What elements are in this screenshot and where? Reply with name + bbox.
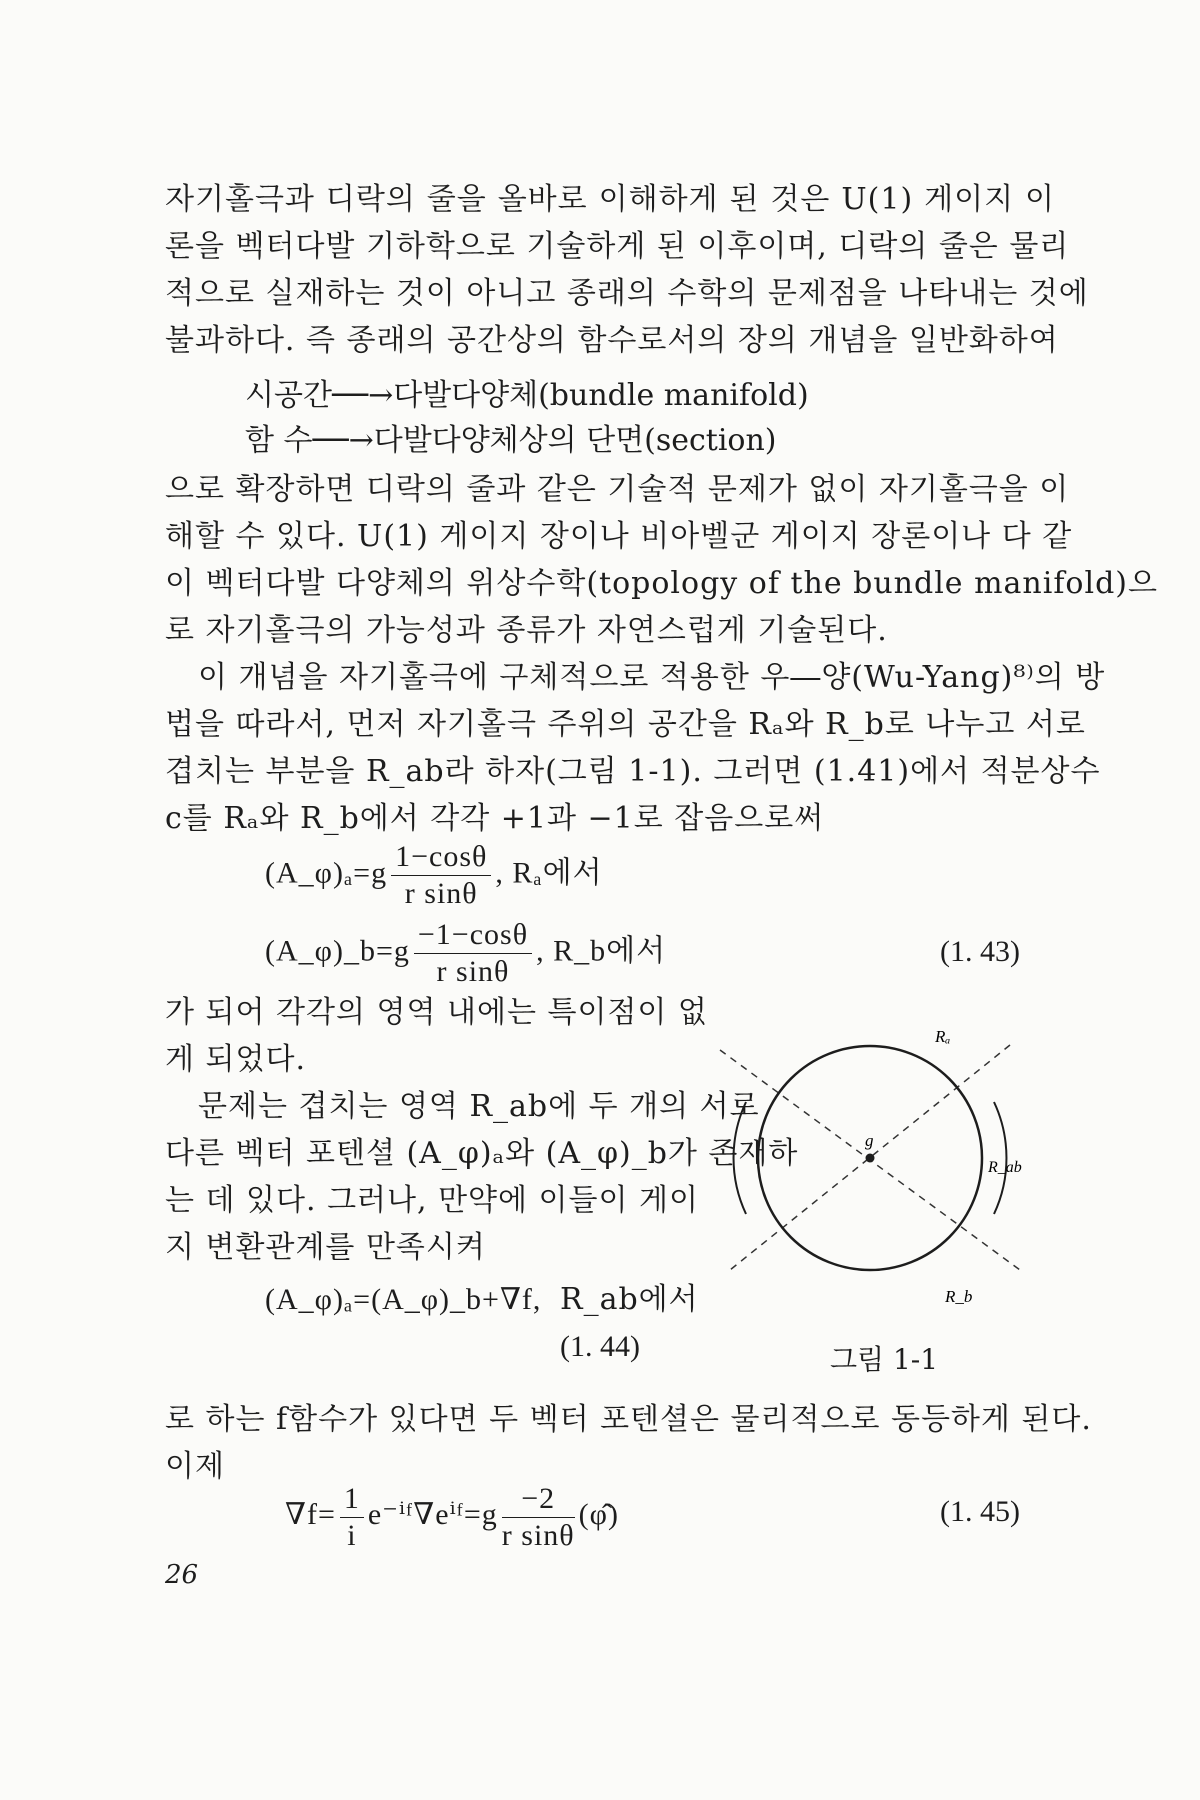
eq145-fraction2 [501,1481,575,1552]
eq145-frac2-num: −2 [502,1484,575,1518]
eq145-mid: e⁻ⁱᶠ∇eⁱᶠ=g [367,1498,498,1531]
equation-1-43b [265,920,666,987]
paragraph5-line4: 지 변환관계를 만족시켜 [165,1230,486,1265]
label-rab: R_ab [988,1159,1022,1176]
paragraph1-line2: 론을 벡터다발 기하학으로 기술하게 된 이후이며, 디락의 줄은 물리 [165,229,1070,264]
equation-1-43a [265,842,603,909]
paragraph2-line4: 로 자기홀극의 가능성과 종류가 자연스럽게 기술된다. [165,613,888,648]
figure-1-1 [700,1020,1040,1340]
equation-1-45 [285,1475,619,1555]
eq143a-lhs: (A_φ)ₐ=g [265,856,388,890]
paragraph2-line2: 해할 수 있다. U(1) 게이지 장이나 비아벨군 게이지 장론이나 다 같 [165,519,1073,554]
equation-number-1-45: (1. 45) [940,1495,1020,1528]
eq143a-denominator: r sinθ [404,877,478,910]
paragraph2-line3: 이 벡터다발 다양체의 위상수학(topology of the bundle manifold)으 [165,566,1158,601]
label-rb: R_b [945,1287,973,1306]
eq143a-fraction [391,842,491,909]
mapping-spacetime: 시공간──→다발다양체(bundle manifold) [245,378,809,413]
eq143a-region: , Rₐ에서 [495,856,603,890]
eq143b-fraction [414,920,532,987]
paragraph2-line1: 으로 확장하면 디락의 줄과 같은 기술적 문제가 없이 자기홀극을 이 [165,472,1070,507]
rab-arc-left [734,1102,746,1214]
equation-1-44: (A_φ)ₐ=(A_φ)_b+∇f, [265,1283,542,1316]
eq143b-numerator: −1−cosθ [414,920,532,954]
paragraph4-line1: 가 되어 각각의 영역 내에는 특이점이 없 [165,995,708,1030]
paragraph6-line1: 로 하는 f함수가 있다면 두 벡터 포텐셜은 물리적으로 동등하게 된다. [165,1402,1092,1437]
rab-arc-right [994,1102,1006,1214]
paragraph3-line1: 이 개념을 자기홀극에 구체적으로 적용한 우―양(Wu-Yang)⁸⁾의 방 [198,660,1106,695]
eq145-frac1-den: i [347,1518,357,1552]
paragraph1-line1: 자기홀극과 디락의 줄을 올바로 이해하게 된 것은 U(1) 게이지 이 [165,182,1055,217]
paragraph3-line4: c를 Rₐ와 R_b에서 각각 +1과 −1로 잡음으로써 [165,801,825,836]
paragraph1-line4: 불과하다. 즉 종래의 공간상의 함수로서의 장의 개념을 일반화하여 [165,323,1059,358]
eq145-tail: (φ̂) [578,1498,619,1531]
paragraph3-line2: 법을 따라서, 먼저 자기홀극 주위의 공간을 Rₐ와 R_b로 나누고 서로 [165,707,1086,742]
paragraph1-line3: 적으로 실재하는 것이 아니고 종래의 수학의 문제점을 나타내는 것에 [165,276,1089,311]
page-number: 26 [165,1560,199,1590]
equation-number-1-44: (1. 44) [560,1330,640,1363]
label-g: g [865,1131,874,1150]
eq143b-lhs: (A_φ)_b=g [265,934,410,968]
eq143b-region: , R_b에서 [536,934,667,968]
equation-number-1-43: (1. 43) [940,935,1020,968]
paragraph6-line2: 이제 [165,1449,225,1484]
eq143a-numerator: 1−cosθ [391,842,491,876]
figure-caption: 그림 1-1 [830,1343,939,1376]
monopole-point [866,1154,875,1163]
paragraph5-line1: 문제는 겹치는 영역 R_ab에 두 개의 서로 [198,1089,760,1124]
paragraph5-line2: 다른 벡터 포텐셜 (A_φ)ₐ와 (A_φ)_b가 존재하 [165,1136,799,1171]
eq145-fraction1 [340,1481,364,1552]
paragraph5-line3: 는 데 있다. 그러나, 만약에 이들이 게이 [165,1183,699,1218]
eq144-region: R_ab에서 [560,1282,699,1317]
eq145-frac1-num: 1 [340,1484,364,1518]
label-ra: Rₐ [935,1027,951,1046]
paragraph4-line2: 게 되었다. [165,1042,306,1077]
eq143b-denominator: r sinθ [436,955,510,988]
paragraph3-line3: 겹치는 부분을 R_ab라 하자(그림 1-1). 그러면 (1.41)에서 적분상수 [165,754,1101,789]
eq145-frac2-den: r sinθ [501,1518,575,1552]
mapping-function: 함 수──→다발다양체상의 단면(section) [245,423,777,458]
eq145-lhs: ∇f= [285,1498,336,1531]
